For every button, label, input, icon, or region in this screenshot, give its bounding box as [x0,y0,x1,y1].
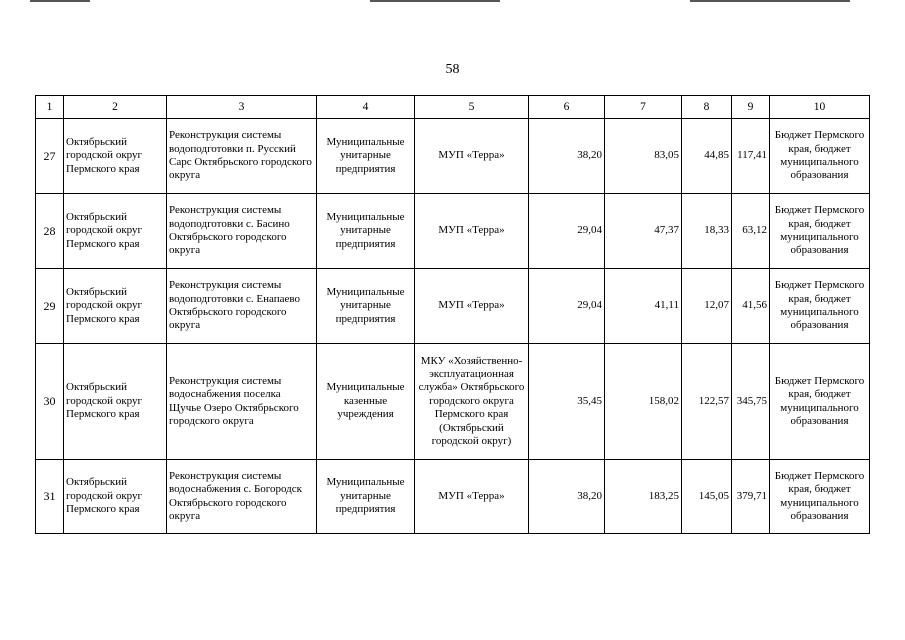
value-col7-cell: 183,25 [605,460,682,534]
scan-top-edge-center [370,0,500,2]
column-header: 3 [167,96,317,119]
funding-source-cell: Бюджет Пермского края, бюджет муниципального образования [770,460,870,534]
funding-source-cell: Бюджет Пермского края, бюджет муниципального образования [770,119,870,194]
value-col6-cell: 38,20 [529,460,605,534]
value-col8-cell: 44,85 [682,119,732,194]
organization-cell: МУП «Терра» [415,460,529,534]
municipality-cell: Октябрьский городской округ Пермского края [64,460,167,534]
project-cell: Реконструкция системы водоснабжения с. Богородск Октябрьского городского округа [167,460,317,534]
value-col9-cell: 345,75 [732,344,770,460]
row-number: 29 [36,269,64,344]
column-header: 9 [732,96,770,119]
column-header: 8 [682,96,732,119]
funding-source-cell: Бюджет Пермского края, бюджет муниципального образования [770,344,870,460]
value-col8-cell: 18,33 [682,194,732,269]
row-number: 28 [36,194,64,269]
value-col8-cell: 145,05 [682,460,732,534]
value-col6-cell: 35,45 [529,344,605,460]
organization-cell: МКУ «Хозяйственно-эксплуатационная служба» Октябрьского городского округа Пермского края (Октябрьский городской округ) [415,344,529,460]
row-number: 30 [36,344,64,460]
value-col8-cell: 12,07 [682,269,732,344]
value-col6-cell: 29,04 [529,269,605,344]
row-number: 27 [36,119,64,194]
organization-type-cell: Муниципальные унитарные предприятия [317,269,415,344]
municipality-cell: Октябрьский городской округ Пермского края [64,269,167,344]
column-header: 10 [770,96,870,119]
column-header: 4 [317,96,415,119]
table-row [36,460,870,534]
table-row [36,194,870,269]
row-number: 31 [36,460,64,534]
organization-cell: МУП «Терра» [415,269,529,344]
municipality-cell: Октябрьский городской округ Пермского края [64,194,167,269]
municipality-cell: Октябрьский городской округ Пермского края [64,344,167,460]
funding-source-cell: Бюджет Пермского края, бюджет муниципального образования [770,194,870,269]
value-col7-cell: 158,02 [605,344,682,460]
municipality-cell: Октябрьский городской округ Пермского края [64,119,167,194]
table-row [36,344,870,460]
value-col9-cell: 379,71 [732,460,770,534]
value-col7-cell: 41,11 [605,269,682,344]
scan-top-edge-right [690,0,850,2]
value-col6-cell: 29,04 [529,194,605,269]
scan-top-edge-left [30,0,90,2]
project-cell: Реконструкция системы водоподготовки с. Басино Октябрьского городского округа [167,194,317,269]
data-table [35,95,870,534]
table-header-row [36,96,870,119]
organization-type-cell: Муниципальные унитарные предприятия [317,194,415,269]
value-col6-cell: 38,20 [529,119,605,194]
project-cell: Реконструкция системы водоподготовки с. Енапаево Октябрьского городского округа [167,269,317,344]
organization-type-cell: Муниципальные казенные учреждения [317,344,415,460]
organization-cell: МУП «Терра» [415,119,529,194]
column-header: 7 [605,96,682,119]
column-header: 6 [529,96,605,119]
table-row [36,269,870,344]
value-col9-cell: 63,12 [732,194,770,269]
value-col7-cell: 83,05 [605,119,682,194]
column-header: 1 [36,96,64,119]
organization-cell: МУП «Терра» [415,194,529,269]
value-col9-cell: 117,41 [732,119,770,194]
column-header: 2 [64,96,167,119]
project-cell: Реконструкция системы водоснабжения поселка Щучье Озеро Октябрьского городского округа [167,344,317,460]
value-col7-cell: 47,37 [605,194,682,269]
value-col8-cell: 122,57 [682,344,732,460]
value-col9-cell: 41,56 [732,269,770,344]
organization-type-cell: Муниципальные унитарные предприятия [317,460,415,534]
funding-source-cell: Бюджет Пермского края, бюджет муниципального образования [770,269,870,344]
column-header: 5 [415,96,529,119]
page-number: 58 [445,62,460,77]
organization-type-cell: Муниципальные унитарные предприятия [317,119,415,194]
project-cell: Реконструкция системы водоподготовки п. Русский Сарс Октябрьского городского округа [167,119,317,194]
table-row [36,119,870,194]
